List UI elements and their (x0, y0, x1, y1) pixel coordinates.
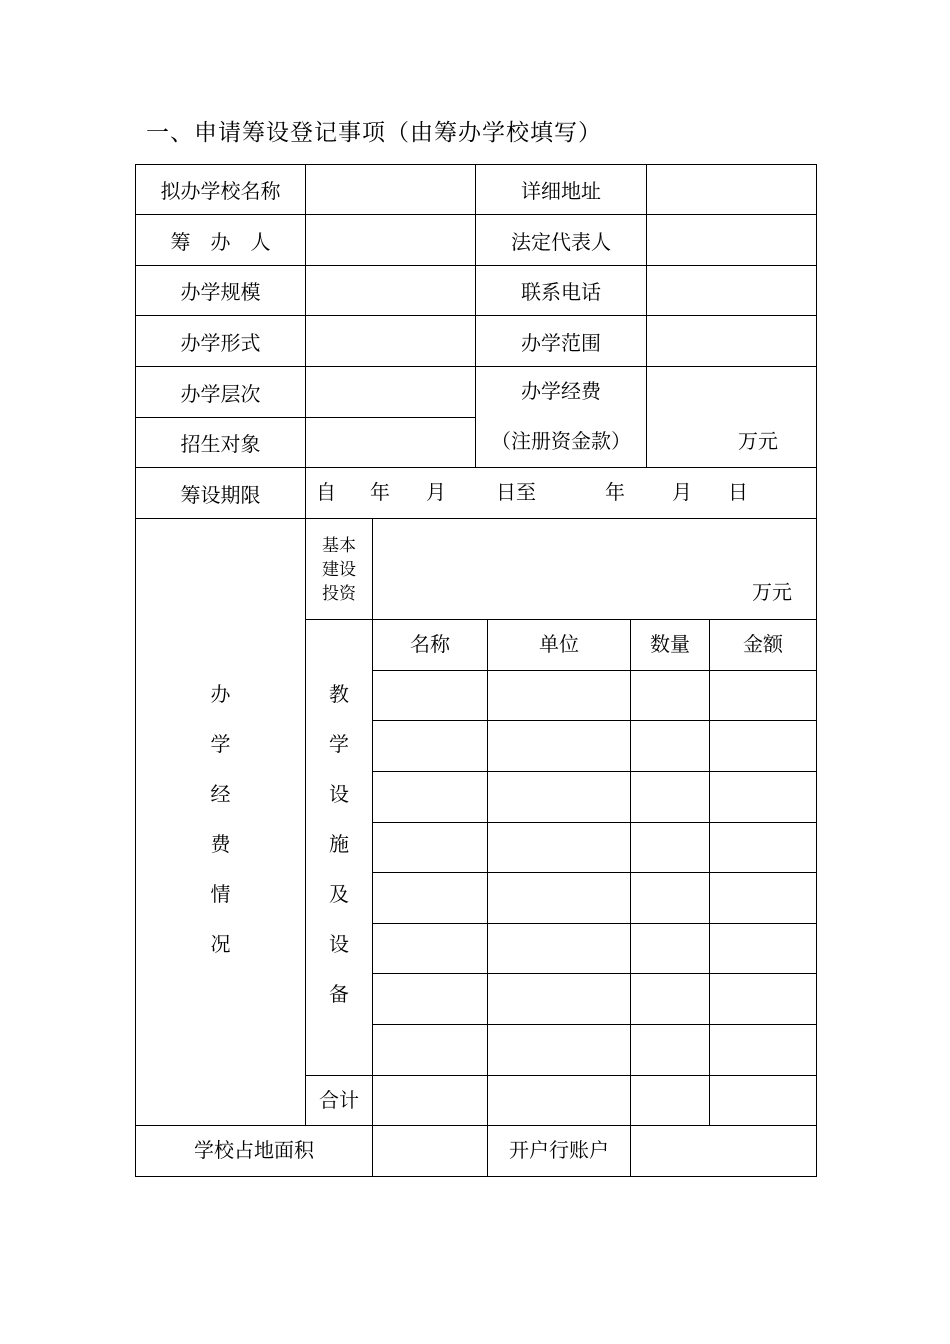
level-field[interactable] (306, 367, 475, 417)
label-enroll: 招生对象 (180, 432, 261, 456)
char: 备 (329, 982, 349, 1006)
rule (372, 822, 817, 823)
period-year-2: 年 (605, 480, 625, 504)
label-facilities (306, 669, 372, 1019)
enroll-field[interactable] (306, 418, 475, 467)
label-school-name: 拟办学校名称 (160, 179, 281, 203)
phone-field[interactable] (647, 266, 816, 315)
period-from: 自 (316, 480, 336, 504)
rule (372, 923, 817, 924)
label-funding-status (136, 669, 305, 969)
column-header-qty: 数量 (650, 632, 690, 656)
char: 费 (210, 832, 231, 856)
scale-field[interactable] (306, 266, 475, 315)
rule (135, 1176, 817, 1177)
column-header-name: 名称 (410, 632, 450, 656)
label-reg-capital: （注册资金款） (491, 429, 631, 453)
char: 及 (329, 882, 349, 906)
rule (372, 872, 817, 873)
rule (372, 670, 817, 671)
label-scope: 办学范围 (521, 330, 601, 355)
page-title: 一、申请筹设登记事项（由筹办学校填写） (146, 120, 602, 146)
address-field[interactable] (647, 165, 816, 214)
period-month-2: 月 (672, 480, 692, 504)
char: 经 (210, 782, 231, 806)
char: 学 (210, 732, 231, 756)
label-phone: 联系电话 (521, 280, 601, 304)
label-form: 办学形式 (180, 330, 261, 355)
label-legal-rep: 法定代表人 (511, 229, 611, 254)
rule (816, 164, 817, 1176)
label-scale: 办学规模 (180, 280, 261, 304)
rule (372, 1024, 817, 1025)
char: 教 (329, 682, 349, 706)
label-period: 筹设期限 (180, 482, 261, 507)
label-invest: 基本建设投资 (322, 536, 356, 604)
invest-unit: 万元 (752, 579, 792, 604)
period-year-1: 年 (370, 480, 390, 504)
label-level: 办学层次 (180, 381, 261, 406)
area-field[interactable] (373, 1126, 487, 1176)
period-day-2: 日 (728, 480, 748, 504)
rule (487, 619, 488, 1176)
legal-rep-field[interactable] (647, 215, 816, 265)
rule (630, 619, 631, 1176)
label-total: 合计 (319, 1088, 359, 1112)
char: 办 (210, 682, 231, 706)
rule (305, 1075, 817, 1076)
label-area: 学校占地面积 (194, 1138, 314, 1162)
char: 学 (329, 732, 349, 756)
label-bank: 开户行账户 (509, 1138, 609, 1162)
rule (372, 973, 817, 974)
organizer-field[interactable] (306, 215, 475, 265)
bank-field[interactable] (631, 1126, 816, 1176)
char: 况 (210, 932, 231, 956)
label-organizer: 筹 办 人 (170, 229, 271, 254)
period-day-to: 日至 (496, 480, 536, 504)
rule (372, 771, 817, 772)
period-month-1: 月 (426, 480, 446, 504)
rule (372, 720, 817, 721)
label-funding: 办学经费 (521, 379, 601, 403)
char: 施 (329, 832, 349, 856)
school-name-field[interactable] (306, 165, 475, 214)
char: 情 (210, 882, 231, 906)
char: 设 (329, 932, 349, 956)
column-header-unit: 单位 (539, 632, 579, 656)
rule (709, 619, 710, 1125)
column-header-amount: 金额 (743, 632, 783, 656)
funding-unit: 万元 (738, 429, 778, 453)
form-field[interactable] (306, 316, 475, 366)
scope-field[interactable] (647, 316, 816, 366)
label-address: 详细地址 (521, 179, 601, 203)
char: 设 (329, 782, 349, 806)
